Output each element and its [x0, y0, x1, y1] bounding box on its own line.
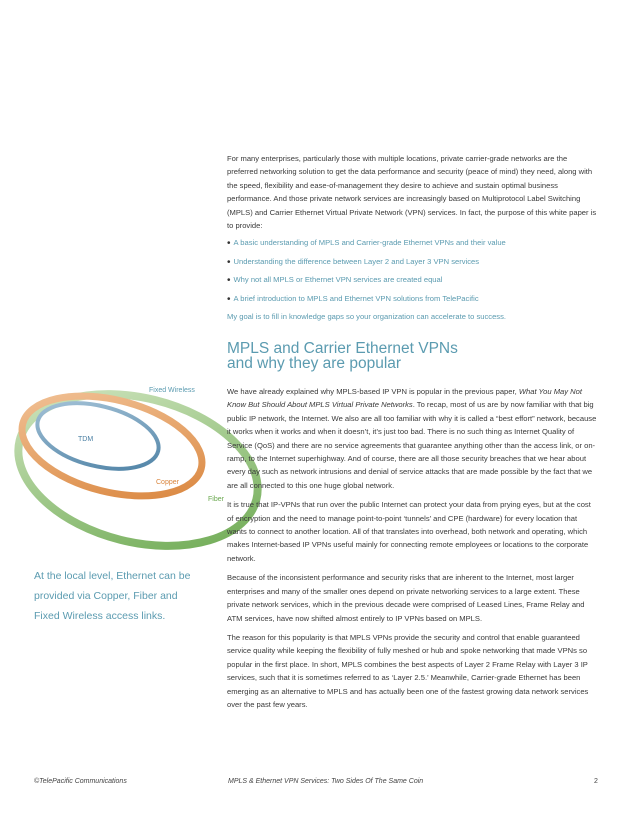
fixed-wireless-label: Fixed Wireless	[149, 387, 195, 394]
intro-paragraph: For many enterprises, particularly those with multiple locations, private carrier-grade networks are the preferred networking solution to get the data performance and security (peace of mind) they need, along with the speed, flexibility and ease-of-management they desire to achieve and sustain optimal business performance. And those private network services are increasingly based on Multiprotocol Label Switching (MPLS) and Carrier Ethernet Virtual Private Network (VPN) services. In fact, the purpose of this white paper is to provide:	[227, 154, 597, 231]
bullet-icon: •	[227, 256, 231, 268]
intro-closing: My goal is to fill in knowledge gaps so your organization can accelerate to success.	[227, 312, 507, 322]
body-paragraph-4: The reason for this popularity is that MPLS VPNs provide the security and control that enable guaranteed service quality while keeping the flexibility of fully meshed or hub and spoke networking that made VPNs so popular in the first place. In short, MPLS combines the best aspects of Layer 2 Frame Relay with Layer 3 IP services, such that it is sometimes referred to as ‘Layer 2.5.’ Meanwhile, Carrier-grade Ethernet has been emerging as an alternative to MPLS and has actually been one of the fastest growing data network services over the past few years.	[227, 632, 589, 709]
bullet-icon: •	[227, 293, 231, 305]
bullet-text: Why not all MPLS or Ethernet VPN services are created equal	[233, 275, 443, 285]
footer-copyright: ©TelePacific Communications	[34, 778, 127, 785]
intro-section	[227, 152, 599, 328]
bullet-icon: •	[227, 238, 231, 250]
referenced-paper-title: What You May Not Know But Should About MPLS Virtual Private Networks	[227, 387, 582, 410]
bullet-item	[227, 292, 599, 306]
body-p1-end: . To recap, most of us are by now familiar with that big public IP network, the Internet. We also are all too familiar with why it is called a “best effort” network, because it works when it works and when it doesn’t, it’s just too bad. There is no such thing as Internet Quality of Service (QoS) and there are no service agreements that guarantee anything other than the access link, or on-ramp, to the Internet superhighway. And of course, there are all those security breaches that we hear about every day such as network intrusions and denial of service attacks that are made possible by the fact that we are all connected to this one huge global network.	[227, 400, 597, 490]
section-heading-line1: MPLS and Carrier Ethernet VPNs	[227, 340, 458, 357]
footer-document-title: MPLS & Ethernet VPN Services: Two Sides Of The Same Coin	[228, 778, 424, 785]
intro-bullet-list	[227, 236, 599, 306]
section-heading-line2: and why they are popular	[227, 355, 402, 372]
body-paragraph-2: It is true that IP-VPNs that run over the public Internet can protect your data from prying eyes, but at the cost of encryption and the need to manage point-to-point ‘tunnels’ and CPE (hardware) for every location that wants to connect to another location. All of that translates into overhead, both network and operating, which makes Internet-based IP VPNs useful mainly for connecting remote employees or locations to the corporate network.	[227, 500, 591, 563]
bullet-item	[227, 273, 599, 287]
body-p1-start: We have already explained why MPLS-based IP VPN is popular in the previous paper,	[227, 387, 519, 396]
bullet-item	[227, 255, 599, 269]
diagram-caption: At the local level, Ethernet can be provided via Copper, Fiber and Fixed Wireless access links.	[34, 570, 191, 622]
fiber-label: Fiber	[208, 496, 224, 503]
body-paragraph-1	[227, 385, 599, 492]
bullet-text: A basic understanding of MPLS and Carrier-grade Ethernet VPNs and their value	[233, 238, 506, 248]
tdm-label: TDM	[78, 436, 94, 443]
body-paragraph-3: Because of the inconsistent performance and security risks that are inherent to the Internet, most larger enterprises and many of the smaller ones depend on private networking services to a large extent. These private network services, which in the previous decade were comprised of Leased Lines, Frame Relay and ATM services, have now shifted almost entirely to IP VPNs based on MPLS.	[227, 573, 585, 623]
bullet-item	[227, 236, 599, 250]
copper-label: Copper	[156, 479, 179, 486]
bullet-icon: •	[227, 275, 231, 287]
section-heading	[227, 341, 607, 371]
bullet-text: A brief introduction to MPLS and Ethernet VPN solutions from TelePacific	[233, 293, 479, 303]
body-section	[227, 385, 599, 717]
page-number: 2	[594, 778, 598, 785]
bullet-text: Understanding the difference between Layer 2 and Layer 3 VPN services	[233, 256, 480, 266]
